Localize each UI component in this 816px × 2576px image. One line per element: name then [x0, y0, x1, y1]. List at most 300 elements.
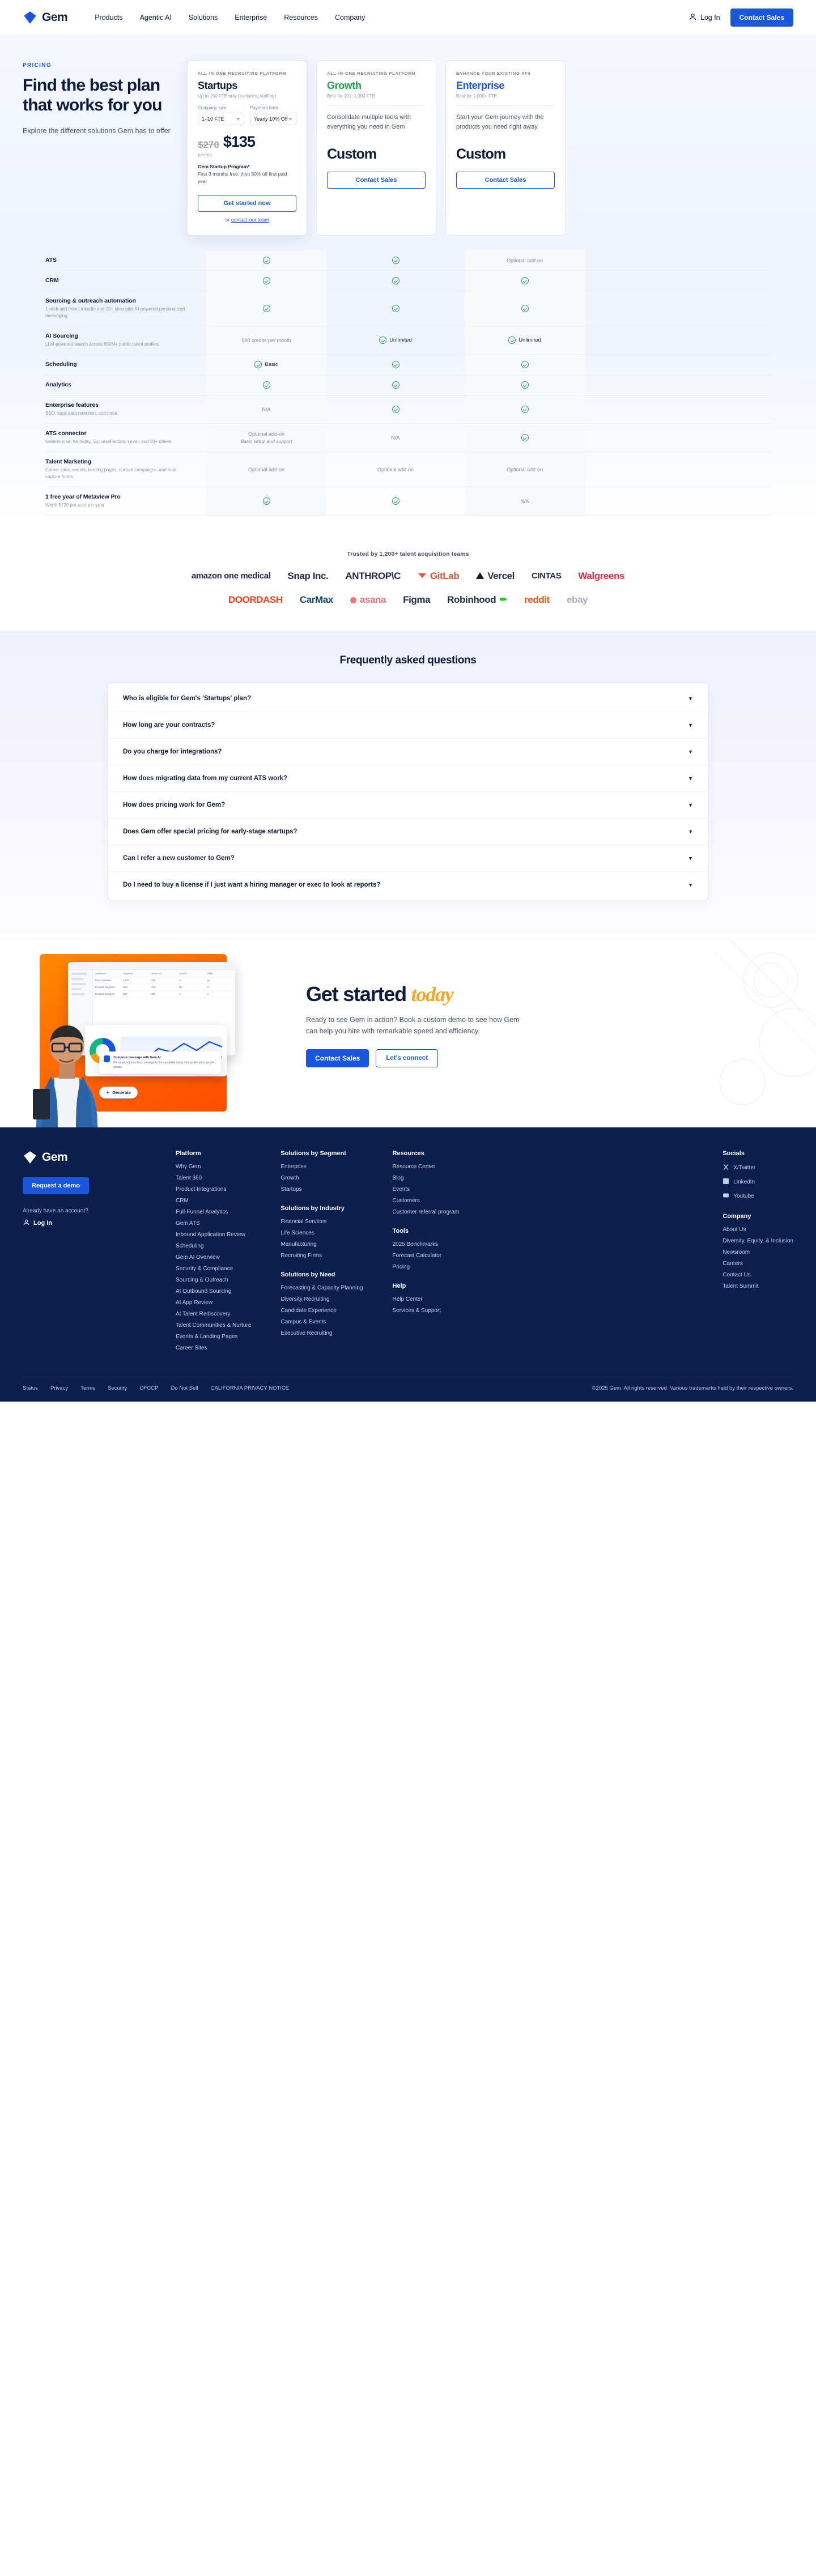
check-icon [263, 277, 270, 284]
footer-link[interactable]: Newsroom [722, 1249, 750, 1256]
feature-label [45, 395, 197, 423]
footer-column [176, 1150, 251, 1356]
footer-link[interactable]: Resource Center [392, 1164, 436, 1170]
chevron-down-icon[interactable]: ▼ [688, 749, 693, 755]
check-icon [392, 257, 400, 264]
feature-row [45, 271, 771, 291]
footer-column-socials [722, 1150, 793, 1356]
footer-link[interactable]: Security & Compliance [176, 1266, 233, 1272]
feature-cell [206, 355, 326, 374]
ai-message-body: Personalized recruiting message to the candidate using their profile and your job details. [113, 1061, 215, 1070]
user-icon [688, 12, 697, 23]
feature-cell [206, 424, 326, 452]
logo-asana: asana [350, 594, 386, 606]
plan-price-custom: Custom [327, 146, 377, 162]
faq-list [108, 683, 708, 901]
faq-question: How does migrating data from my current ATS work? [123, 775, 288, 782]
footer-column [280, 1150, 363, 1356]
footer-legal-link[interactable]: OFCCP [139, 1385, 159, 1392]
get-started-cta [0, 940, 816, 1127]
footer-heading: Solutions by Need [280, 1271, 335, 1279]
footer-link[interactable]: Talent Communities & Nurture [176, 1322, 252, 1329]
feature-cell [335, 375, 456, 395]
company-heading: Company [722, 1213, 751, 1220]
site-footer [0, 1127, 816, 1402]
logo-reddit: reddit [524, 594, 550, 606]
plan-card-enterprise [445, 60, 566, 236]
cta-heading-main: Get started [306, 982, 411, 1006]
footer-link[interactable]: Blog [392, 1175, 404, 1182]
plan-kicker: ALL-IN-ONE RECRUITING PLATFORM [327, 71, 416, 76]
feature-value: Optional add-on [506, 466, 543, 472]
footer-link[interactable]: Forecasting & Capacity Planning [280, 1285, 363, 1292]
footer-link[interactable]: Growth [280, 1175, 299, 1182]
feature-value: Unlimited [379, 337, 412, 344]
plan-meta: Best for 101–1,000 FTE [327, 93, 375, 99]
footer-legal-link[interactable]: Security [107, 1385, 128, 1392]
footer-link[interactable]: CRM [176, 1198, 189, 1204]
pricing-hero [0, 35, 816, 521]
sparkle-icon: ✦ [106, 1090, 110, 1096]
divider [327, 105, 426, 106]
page-subtitle: Explore the different solutions Gem has to offer [23, 126, 171, 135]
footer-link[interactable]: Life Sciences [280, 1230, 314, 1237]
have-account-text: Already have an account? [23, 1208, 88, 1215]
feature-cell [465, 424, 585, 452]
chevron-down-icon[interactable]: ▼ [688, 882, 693, 888]
footer-link[interactable]: Career Sites [176, 1345, 207, 1352]
footer-link[interactable]: 2025 Benchmarks [392, 1241, 439, 1248]
social-linkedin[interactable]: LinkedIn [722, 1178, 793, 1186]
chevron-down-icon[interactable]: ▼ [688, 696, 693, 702]
nav-links [95, 14, 365, 22]
gitlab-fox-icon [418, 570, 427, 582]
feature-name: AI Sourcing [45, 333, 78, 340]
footer-legal-link[interactable]: CALIFORNIA PRIVACY NOTICE [210, 1385, 290, 1392]
feature-cell [335, 326, 456, 354]
footer-legal-link[interactable]: Privacy [50, 1385, 69, 1392]
social-youtube[interactable]: Youtube [722, 1192, 793, 1200]
feature-name: Sourcing & outreach automation [45, 297, 136, 305]
check-icon [521, 277, 529, 284]
promo-body: First 3 months free, then 50% off first paid year [198, 171, 287, 184]
feature-value: Basic [254, 361, 278, 368]
feature-label [45, 452, 197, 487]
feature-description: Career sites, events, landing pages, nurture campaigns, and lead capture forms. [45, 467, 177, 480]
faq-item[interactable] [108, 765, 708, 792]
trusted-title: Trusted by 1,200+ talent acquisition teams [347, 551, 469, 558]
footer-link[interactable]: Gem AI Overview [176, 1254, 220, 1261]
logo-row-1 [0, 570, 816, 582]
login-label: Log In [700, 13, 720, 22]
faq-item[interactable] [108, 685, 708, 712]
faq-item[interactable] [108, 819, 708, 845]
faq-question: Do I need to buy a license if I just want a hiring manager or exec to look at reports? [123, 882, 381, 889]
faq-question: Who is eligible for Gem's 'Startups' plan? [123, 695, 252, 702]
plan-card-growth [316, 60, 436, 236]
feature-label [45, 326, 197, 354]
footer-link[interactable]: Inbound Application Review [176, 1232, 245, 1238]
mockup-table-header [95, 972, 232, 977]
chevron-down-icon [236, 116, 240, 122]
feature-cell [206, 326, 326, 354]
logo-robinhood: Robinhood ✒ [447, 594, 508, 606]
feature-row [45, 326, 771, 355]
feature-value: 500 credits per month [241, 337, 291, 343]
footer-link[interactable]: Scheduling [176, 1243, 204, 1250]
pricing-eyebrow: PRICING [23, 62, 52, 69]
feature-name: Analytics [45, 381, 71, 389]
footer-link[interactable]: AI Talent Rediscovery [176, 1311, 231, 1318]
check-icon [392, 497, 400, 505]
feature-label [45, 424, 197, 452]
col-sourced: Sourced [151, 972, 162, 976]
footer-brand-name: Gem [42, 1151, 68, 1164]
feature-cell [465, 291, 585, 326]
footer-link[interactable]: Diversity Recruiting [280, 1296, 330, 1303]
gem-diamond-icon [23, 10, 37, 25]
faq-question: Do you charge for integrations? [123, 748, 222, 756]
ai-message-card [99, 1051, 221, 1074]
footer-link[interactable]: Product Integrations [176, 1186, 227, 1193]
company-size-value: 1–10 FTE [202, 116, 224, 122]
feature-cell [206, 487, 326, 515]
feature-name: Enterprise features [45, 402, 99, 409]
logo-walgreens: Walgreens [578, 570, 625, 581]
x-twitter-icon [722, 1164, 729, 1172]
feature-description: Worth $720 per user per year [45, 503, 105, 508]
contact-our-team-link[interactable]: contact our team [231, 217, 269, 223]
footer-link[interactable]: Events & Landing Pages [176, 1334, 238, 1340]
footer-link[interactable]: Customer referral program [392, 1209, 460, 1216]
contact-sales-button[interactable]: Contact Sales [730, 8, 793, 27]
feature-value: N/A [520, 498, 529, 504]
plan-description: Start your Gem journey with the products you need right away [456, 114, 544, 130]
check-icon [263, 305, 270, 312]
cta-illustration [0, 940, 283, 1127]
faq-question: Can I refer a new customer to Gem? [123, 855, 235, 862]
logo-gitlab: GitLab [418, 570, 459, 582]
check-icon [521, 361, 529, 368]
plan-name: Growth [327, 80, 362, 91]
feature-cell [335, 355, 456, 374]
cta-lets-connect-button[interactable]: Let's connect [376, 1049, 438, 1067]
page-title: Find the best plan that works for you [23, 76, 162, 115]
feature-label [45, 271, 197, 291]
feature-row [45, 424, 771, 452]
chevron-down-icon[interactable]: ▼ [688, 855, 693, 862]
user-icon [23, 1219, 30, 1228]
feature-value: Optional add-on [506, 257, 543, 263]
feature-name: CRM [45, 277, 59, 284]
nav-item-agentic-ai[interactable]: Agentic AI [139, 13, 172, 22]
feature-name: Talent Marketing [45, 458, 92, 466]
feature-row [45, 375, 771, 395]
social-x-twitter[interactable]: X/Twitter [722, 1164, 793, 1172]
logo-amazon-one-medical: amazon one medical [191, 571, 271, 581]
footer-link[interactable]: About Us [722, 1227, 746, 1233]
asana-dots-icon [350, 597, 356, 603]
nav-item-enterprise[interactable]: Enterprise [235, 13, 267, 22]
footer-link[interactable]: Recruiting Firms [280, 1253, 322, 1259]
feature-value: Optional add-on [248, 431, 285, 437]
gem-logo[interactable] [23, 10, 67, 25]
logo-row-2 [0, 594, 816, 606]
col-offer: Offer [207, 972, 214, 976]
footer-login-link[interactable]: Log In [23, 1219, 153, 1228]
feature-label [45, 291, 197, 326]
plan-name: Enterprise [456, 80, 505, 91]
table-row: Product Engineer 864 312 B+ 9 [95, 984, 232, 991]
check-icon [521, 406, 529, 413]
footer-logo[interactable] [23, 1150, 153, 1165]
feature-cell [335, 395, 456, 423]
promo-title: Gem Startup Program* [198, 164, 250, 169]
feature-note: Basic setup and support [240, 438, 292, 445]
chevron-down-icon[interactable]: ▼ [688, 776, 693, 782]
company-size-label: Company size [198, 105, 227, 110]
footer-link[interactable]: AI App Review [176, 1300, 213, 1306]
cta-body: Ready to see Gem in action? Book a custom demo to see how Gem can help you hire with remarkable speed and efficiency. [306, 1016, 520, 1036]
feature-row [45, 487, 771, 516]
request-demo-button[interactable]: Request a demo [23, 1177, 89, 1194]
check-icon [521, 434, 529, 441]
chevron-down-icon[interactable]: ▼ [688, 802, 693, 808]
faq-item[interactable] [108, 792, 708, 819]
feature-description: SSO, local data retention, and more [45, 411, 118, 416]
logo-cintas: CINTAS [532, 571, 562, 581]
feature-label [45, 355, 197, 374]
footer-link[interactable]: Campus & Events [280, 1319, 326, 1326]
feature-cell [465, 452, 585, 487]
footer-link[interactable]: Events [392, 1186, 410, 1193]
divider [456, 105, 555, 106]
feature-cell [335, 487, 456, 515]
footer-link[interactable]: Careers [722, 1261, 743, 1267]
logo-doordash: DOORDASH [228, 594, 283, 606]
feature-row [45, 452, 771, 487]
footer-legal-link[interactable]: Do Not Sell [171, 1385, 198, 1392]
check-icon [392, 381, 400, 389]
feature-cell [335, 291, 456, 326]
faq-item[interactable] [108, 712, 708, 739]
feature-description: LLM-powered search across 650M+ public talent profiles [45, 342, 159, 347]
footer-link[interactable]: Contact Us [722, 1272, 751, 1279]
check-icon [379, 337, 386, 344]
feature-cell [206, 452, 326, 487]
faq-item[interactable] [108, 739, 708, 765]
feature-cell [465, 355, 585, 374]
get-started-button[interactable]: Get started now [198, 195, 296, 212]
faq-item[interactable] [108, 845, 708, 872]
nav-item-products[interactable]: Products [95, 13, 123, 22]
footer-link[interactable]: AI Outbound Sourcing [176, 1288, 232, 1295]
feature-row [45, 291, 771, 326]
footer-link[interactable]: Help Center [392, 1296, 423, 1303]
price-unit: per/mo [198, 152, 212, 157]
feature-cell [335, 452, 456, 487]
footer-link[interactable]: Financial Services [280, 1219, 327, 1225]
footer-link[interactable]: Diversity, Equity, & Inclusion [722, 1238, 793, 1245]
feature-value: N/A [262, 406, 271, 412]
vercel-triangle-icon [476, 570, 484, 582]
footer-heading: Help [392, 1283, 406, 1290]
feature-cell [465, 250, 585, 270]
footer-link[interactable]: Forecast Calculator [392, 1253, 442, 1259]
logo-figma: Figma [403, 594, 431, 606]
footer-link[interactable]: Sourcing & Outreach [176, 1277, 228, 1284]
check-icon [508, 337, 516, 344]
logo-snap: Snap Inc. [287, 570, 329, 581]
footer-link[interactable]: Executive Recruiting [280, 1330, 333, 1337]
feature-comparison-table [45, 250, 771, 516]
plan-cards [187, 60, 793, 236]
footer-link[interactable]: Services & Support [392, 1308, 441, 1314]
price-original: $270 [198, 139, 219, 150]
payment-term-select[interactable] [250, 113, 296, 125]
check-icon [392, 361, 400, 368]
feature-value: Optional add-on [377, 466, 414, 472]
feature-cell [465, 487, 585, 515]
nav-item-company[interactable]: Company [335, 13, 366, 22]
decorative-pattern [629, 940, 816, 1127]
person-photo [19, 993, 114, 1127]
feature-row [45, 395, 771, 424]
nav-item-solutions[interactable]: Solutions [188, 13, 218, 22]
ai-message-title: Compose message with Gem AI [113, 1056, 161, 1060]
feature-label [45, 375, 197, 395]
check-icon [263, 257, 270, 264]
feature-name: 1 free year of Metaview Pro [45, 493, 121, 501]
footer-link[interactable]: Talent Summit [722, 1283, 759, 1290]
plan-kicker: ENHANCE YOUR EXISTING ATS [456, 71, 531, 76]
footer-column [392, 1150, 460, 1356]
brand-name: Gem [42, 10, 68, 24]
contact-team-note [198, 217, 296, 223]
footer-legal-link[interactable]: Terms [80, 1385, 95, 1392]
nav-item-resources[interactable]: Resources [284, 13, 318, 22]
footer-link[interactable]: Manufacturing [280, 1241, 317, 1248]
footer-link[interactable]: Pricing [392, 1264, 410, 1271]
check-icon [263, 381, 270, 389]
faq-question: How long are your contracts? [123, 722, 215, 729]
footer-legal-links [23, 1385, 289, 1391]
youtube-icon [722, 1192, 729, 1200]
feature-cell [206, 395, 326, 423]
generate-button[interactable]: ✦ Generate [99, 1087, 138, 1098]
company-size-select[interactable] [198, 113, 244, 125]
check-icon [392, 277, 400, 284]
check-icon [521, 305, 529, 312]
plan-meta: Up to 150 FTE only (excluding staffing) [198, 93, 277, 99]
footer-link[interactable]: Talent 360 [176, 1175, 202, 1182]
gem-diamond-icon [23, 1150, 37, 1165]
footer-heading: Resources [392, 1150, 424, 1157]
login-link[interactable] [688, 12, 720, 23]
feature-label [45, 250, 197, 270]
mockup-table [95, 972, 232, 998]
contact-sales-button-growth[interactable]: Contact Sales [327, 172, 426, 189]
plan-name: Startups [198, 80, 237, 91]
col-job-role: Job Role [95, 972, 107, 976]
feature-cell [206, 271, 326, 291]
faq-question: How does pricing work for Gem? [123, 802, 226, 809]
plan-price-custom: Custom [456, 146, 506, 162]
check-icon [392, 305, 400, 312]
faq-section [0, 631, 816, 940]
payment-term-label: Payment term [250, 105, 278, 110]
payment-term-value: Yearly 10% Off [254, 116, 288, 122]
feature-name: Scheduling [45, 361, 77, 368]
logo-vercel: Vercel [476, 570, 515, 582]
top-navigation [0, 0, 816, 35]
trusted-section [0, 551, 816, 606]
footer-link[interactable]: Candidate Experience [280, 1308, 337, 1314]
feature-name: ATS [45, 257, 57, 264]
feature-name: ATS connector [45, 430, 87, 437]
feature-cell [335, 271, 456, 291]
logo-anthropic: ANTHROP\C [345, 570, 401, 581]
feature-value: N/A [391, 435, 400, 441]
feature-cell [465, 375, 585, 395]
footer-heading: Solutions by Segment [280, 1150, 346, 1157]
cta-contact-sales-button[interactable]: Contact Sales [306, 1049, 369, 1067]
feature-cell [465, 326, 585, 354]
footer-link[interactable]: Gem ATS [176, 1220, 200, 1227]
col-grade: Grade [179, 972, 187, 976]
logo-ebay: ebay [566, 594, 588, 606]
feature-cell [465, 271, 585, 291]
table-row: Product Designer 512 180 A 6 [95, 991, 232, 998]
feature-row [45, 355, 771, 375]
check-icon [392, 406, 400, 413]
plan-card-startups [187, 60, 307, 236]
check-icon [254, 361, 262, 368]
feature-row [45, 250, 771, 271]
feature-cell [206, 375, 326, 395]
check-icon [521, 381, 529, 389]
contact-sales-button-enterprise[interactable]: Contact Sales [456, 172, 555, 189]
feature-description: 1-click add from LinkedIn and 20+ sites plus AI-powered personalized messaging [45, 306, 185, 319]
footnote-prefix: or [225, 217, 231, 223]
feature-label [45, 487, 197, 515]
mockup-titlebar [68, 962, 235, 970]
faq-title: Frequently asked questions [339, 654, 477, 667]
feature-value: Unlimited [508, 337, 541, 344]
linkedin-icon [722, 1178, 729, 1186]
feature-cell [335, 250, 456, 270]
feature-description: Greenhouse, Workday, SuccessFactors, Lever, and 10+ others. [45, 439, 173, 445]
footer-link[interactable]: Why Gem [176, 1164, 201, 1170]
chevron-down-icon[interactable]: ▼ [688, 829, 693, 835]
plan-description: Consolidate multiple tools with everything you need in Gem [327, 114, 411, 130]
footer-legal-link[interactable]: Status [23, 1385, 38, 1392]
footer-link[interactable]: Full-Funnel Analytics [176, 1209, 228, 1216]
footer-heading: Platform [176, 1150, 201, 1157]
footer-link[interactable]: Customers [392, 1198, 420, 1204]
footer-link[interactable]: Enterprise [280, 1164, 307, 1170]
col-applied: Applied [123, 972, 133, 976]
faq-item[interactable] [108, 872, 708, 898]
logo-carmax: CarMax [299, 594, 333, 606]
footer-link[interactable]: Startups [280, 1186, 302, 1193]
footer-heading: Solutions by Industry [280, 1205, 345, 1212]
plan-kicker: ALL-IN-ONE RECRUITING PLATFORM [198, 71, 287, 76]
check-icon [263, 497, 270, 505]
chevron-down-icon[interactable]: ▼ [688, 722, 693, 729]
price-current: $135 [223, 133, 255, 150]
socials-heading: Socials [722, 1150, 745, 1157]
